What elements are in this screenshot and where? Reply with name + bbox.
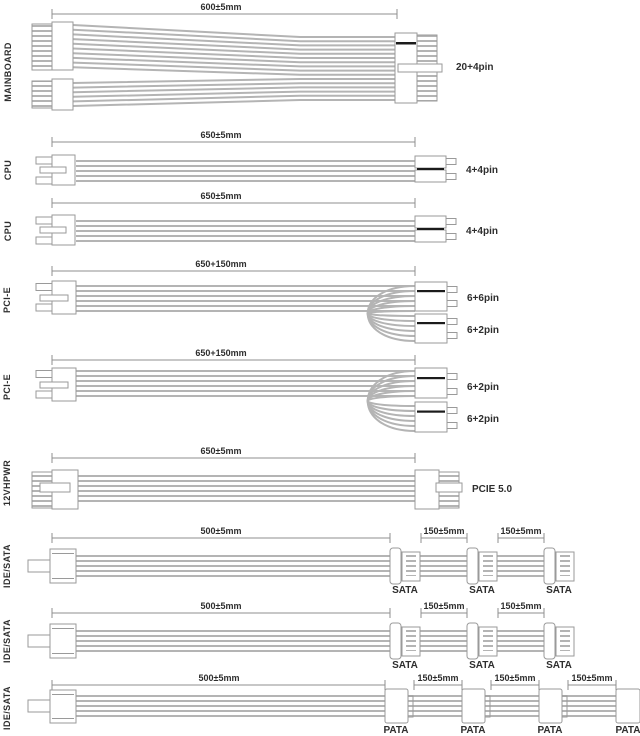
- clip: [390, 548, 401, 584]
- latch-slot: [40, 167, 66, 173]
- connector-label: 4+4pin: [466, 165, 498, 176]
- sata-label-3: SATA: [546, 585, 572, 596]
- connector-body: [50, 624, 76, 658]
- row-label-ide-sata: IDE/SATA: [2, 686, 12, 730]
- dimension-cpu-1: [52, 130, 415, 147]
- pins: [560, 555, 570, 576]
- pins: [560, 630, 570, 651]
- connector-body: [52, 22, 73, 70]
- pins: [406, 630, 416, 651]
- connector-molex-left: [28, 549, 76, 583]
- connector-label-bottom: 6+2pin: [467, 414, 499, 425]
- connector-label: PCIE 5.0: [472, 484, 513, 495]
- connector-pcie5-right: [415, 470, 462, 509]
- latch-slot: [40, 295, 68, 301]
- plug-tab: [28, 700, 50, 712]
- cable-row-pcie-2: [2, 348, 499, 432]
- connector-24pin-right: [395, 33, 442, 103]
- clip: [467, 623, 478, 659]
- connector-body: [50, 549, 76, 583]
- cable-row-pcie-1: [2, 259, 499, 343]
- wire-ribbon: [78, 473, 415, 503]
- connector-label: 20+4pin: [456, 62, 494, 73]
- connector-label-top: 6+2pin: [467, 382, 499, 393]
- cable-row-mainboard: [3, 2, 494, 110]
- dim-text-seg1: 150±5mm: [417, 673, 459, 683]
- row-label-ide-sata: IDE/SATA: [2, 544, 12, 588]
- cable-row-12vhpwr: [2, 446, 512, 509]
- connector-label-top: 6+6pin: [467, 293, 499, 304]
- row-label-cpu: CPU: [3, 220, 13, 242]
- dim-text: 650+150mm: [195, 348, 247, 358]
- connector-cpu-left: [36, 215, 75, 245]
- connector-sata-3: [544, 623, 574, 659]
- connector-body: [415, 282, 447, 311]
- connector-pata-4: [616, 689, 640, 723]
- connector-sata-3: [544, 548, 574, 584]
- connector-body: [539, 689, 562, 723]
- sata-label-1: SATA: [392, 660, 418, 671]
- wire-ribbon: [76, 553, 574, 579]
- connector-sata-1: [390, 623, 420, 659]
- connector-4plus4-right: [415, 216, 456, 242]
- wire-ribbon: [76, 218, 415, 243]
- connector-sata-1: [390, 548, 420, 584]
- sata-label-2: SATA: [469, 585, 495, 596]
- connector-4plus4-right: [415, 156, 456, 182]
- clip: [467, 548, 478, 584]
- dim-text: 650±5mm: [200, 130, 242, 140]
- dim-text: 650+150mm: [195, 259, 247, 269]
- connector-pcie-left: [36, 281, 76, 314]
- connector-molex-left: [28, 624, 76, 658]
- dim-text-main: 500±5mm: [200, 601, 242, 611]
- clip: [544, 548, 555, 584]
- dimension-pcie-2: [52, 348, 415, 365]
- connector-molex-left: [28, 690, 76, 723]
- black-key-mark: [417, 322, 445, 324]
- connector-cpu-left: [36, 155, 75, 185]
- wire-ribbon: [76, 158, 415, 183]
- dim-text-mainboard: 600±5mm: [200, 2, 242, 12]
- connector-label: 4+4pin: [466, 226, 498, 237]
- connector-6plus6-right: [415, 282, 457, 311]
- dimension-sata-2: [52, 601, 544, 618]
- pata-label-4: PATA: [615, 725, 640, 736]
- latch-slot: [40, 227, 66, 233]
- pins: [483, 555, 493, 576]
- row-label-ide-sata: IDE/SATA: [2, 619, 12, 663]
- connector-12vhpwr-left: [32, 470, 78, 509]
- connector-sata-2: [467, 623, 497, 659]
- dimension-pata: [52, 673, 616, 690]
- clip: [544, 623, 555, 659]
- row-label-cpu: CPU: [3, 159, 13, 181]
- dimension-mainboard: [52, 2, 397, 19]
- pata-label-3: PATA: [537, 725, 563, 736]
- sata-label-2: SATA: [469, 660, 495, 671]
- connector-body: [385, 689, 408, 723]
- row-label-12vhpwr: 12VHPWR: [2, 459, 12, 507]
- dim-text-seg1: 150±5mm: [423, 526, 465, 536]
- connector-body: [415, 368, 447, 398]
- row-label-pcie: PCI-E: [2, 286, 12, 314]
- plug-tab: [28, 635, 50, 647]
- dimension-12vhpwr: [52, 446, 415, 463]
- cable-row-cpu-1: [3, 130, 498, 185]
- dim-text-seg2: 150±5mm: [500, 601, 542, 611]
- pin-comb: [485, 696, 490, 717]
- sata-label-1: SATA: [392, 585, 418, 596]
- dim-text-seg2: 150±5mm: [494, 673, 536, 683]
- pin-comb: [32, 24, 52, 70]
- dim-text-seg3: 150±5mm: [571, 673, 613, 683]
- wire-ribbon: [76, 283, 415, 312]
- connector-label-bottom: 6+2pin: [467, 325, 499, 336]
- dim-text: 650±5mm: [200, 191, 242, 201]
- wire-bundle-mainboard: [73, 25, 396, 106]
- pin-comb: [408, 696, 413, 717]
- dim-text-seg1: 150±5mm: [423, 601, 465, 611]
- half-bottom: [415, 170, 446, 182]
- connector-body: [52, 79, 73, 110]
- cable-row-sata-1: [2, 526, 574, 596]
- dim-text-main: 500±5mm: [198, 673, 240, 683]
- cable-row-sata-2: [2, 601, 574, 671]
- black-key-mark: [396, 42, 416, 45]
- sata-label-3: SATA: [546, 660, 572, 671]
- half-top: [415, 156, 446, 168]
- pata-label-2: PATA: [460, 725, 486, 736]
- black-key-mark: [417, 228, 444, 230]
- connector-4pin-left: [32, 79, 73, 110]
- pins: [483, 630, 493, 651]
- pata-label-1: PATA: [383, 725, 409, 736]
- row-label-pcie: PCI-E: [2, 373, 12, 401]
- wire-ribbon: [76, 369, 415, 399]
- connector-pcie-left: [36, 368, 76, 401]
- connector-6plus2-right: [415, 314, 457, 343]
- dim-text-main: 500±5mm: [200, 526, 242, 536]
- row-label-mainboard: MAINBOARD: [3, 42, 13, 102]
- connector-body: [415, 470, 439, 509]
- connector-body: [415, 314, 447, 343]
- black-key-mark: [417, 377, 445, 379]
- black-key-mark: [417, 290, 445, 292]
- connector-body: [415, 402, 447, 432]
- connector-body: [462, 689, 485, 723]
- cable-row-pata: [2, 673, 640, 736]
- clip: [390, 623, 401, 659]
- plug-tab: [28, 560, 50, 572]
- pin-comb: [32, 81, 52, 108]
- dimension-sata-1: [52, 526, 544, 543]
- pins: [406, 555, 416, 576]
- dimension-pcie-1: [52, 259, 415, 276]
- dim-text: 650±5mm: [200, 446, 242, 456]
- latch-slot: [398, 64, 442, 72]
- connector-sata-2: [467, 548, 497, 584]
- dimension-cpu-2: [52, 191, 415, 208]
- latch-slot: [40, 483, 70, 492]
- connector-6plus2-right-bottom: [415, 402, 457, 432]
- connector-6plus2-right-top: [415, 368, 457, 398]
- pin-comb: [562, 696, 567, 717]
- black-key-mark: [417, 411, 445, 413]
- latch-slot: [436, 483, 462, 492]
- half-top: [415, 216, 446, 228]
- cable-row-cpu-2: [3, 191, 498, 245]
- connector-body: [616, 689, 640, 723]
- wire-ribbon: [76, 628, 574, 654]
- dim-text-seg2: 150±5mm: [500, 526, 542, 536]
- black-key-mark: [417, 168, 444, 170]
- latch-slot: [40, 382, 68, 388]
- half-bottom: [415, 230, 446, 242]
- connector-20pin-left: [32, 22, 73, 70]
